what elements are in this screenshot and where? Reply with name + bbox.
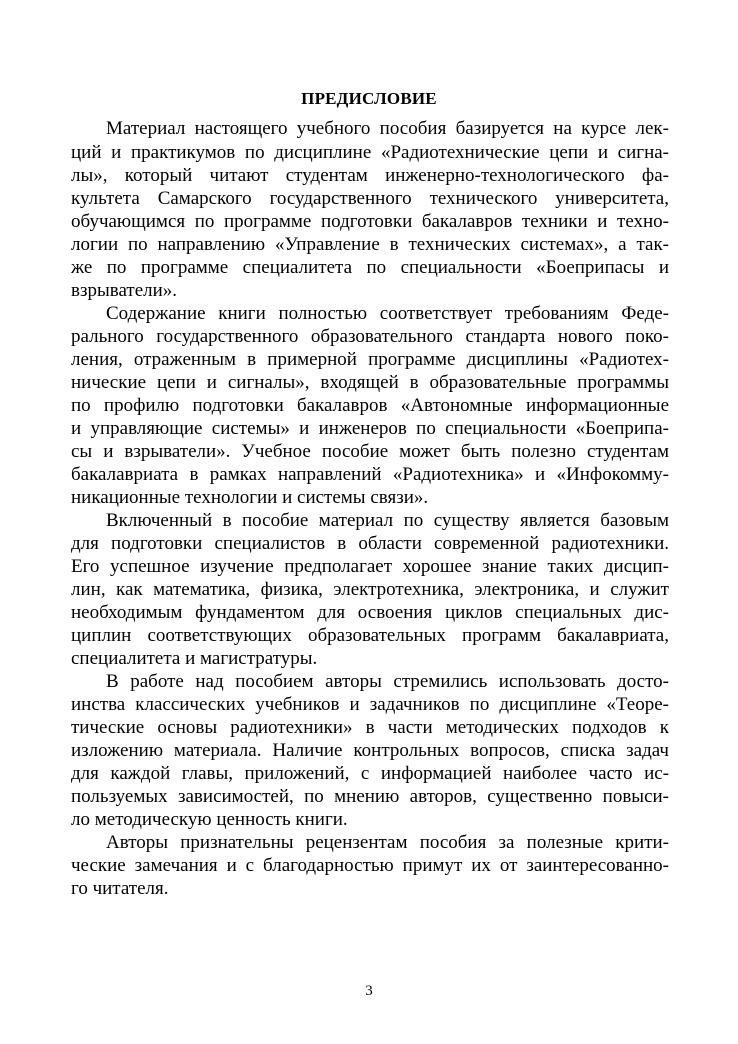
paragraph-line: по профилю подготовки бакалавров «Автономные информационные: [71, 395, 669, 416]
paragraph-line: ческие замечания и с благодарностью примут их от заинтересованно-: [71, 855, 669, 876]
paragraph-line: инства классических учебников и задачников по дисциплине «Теоре-: [71, 694, 669, 715]
paragraph-line: тические основы радиотехники» в части методических подходов к: [71, 717, 669, 738]
paragraph-line: никационные технологии и системы связи».: [71, 487, 429, 508]
paragraph-line: необходимым фундаментом для освоения циклов специальных дис-: [71, 602, 669, 623]
paragraph-line: сы и взрыватели». Учебное пособие может быть полезно студентам: [71, 441, 669, 462]
paragraph-line: для каждой главы, приложений, с информацией наиболее часто ис-: [71, 763, 669, 784]
paragraph-line: Его успешное изучение предполагает хорошее знание таких дисцип-: [71, 556, 669, 577]
paragraph-line: изложению материала. Наличие контрольных вопросов, списка задач: [71, 740, 669, 761]
paragraph-line: культета Самарского государственного технического университета,: [71, 188, 669, 209]
paragraph-line: Материал настоящего учебного пособия базируется на курсе лек-: [106, 118, 669, 139]
paragraph-line: В работе над пособием авторы стремились использовать досто-: [106, 671, 669, 692]
paragraph-line: Содержание книги полностью соответствует требованиям Феде-: [106, 303, 669, 324]
paragraph-line: логии по направлению «Управление в технических системах», а так-: [71, 234, 669, 255]
paragraph-line: специалитета и магистратуры.: [71, 648, 318, 669]
paragraph-line: циплин соответствующих образовательных программ бакалавриата,: [71, 625, 669, 646]
paragraph-line: пользуемых зависимостей, по мнению авторов, существенно повыси-: [71, 786, 669, 807]
paragraph-line: лы», который читают студентам инженерно-технологического фа-: [71, 165, 669, 186]
paragraph-line: Авторы признательны рецензентам пособия за полезные крити-: [106, 832, 669, 853]
paragraph-line: взрыватели».: [71, 280, 178, 301]
paragraph-line: рального государственного образовательного стандарта нового поко-: [71, 326, 669, 347]
paragraph-line: ления, отраженным в примерной программе дисциплины «Радиотех-: [71, 349, 669, 370]
paragraph-line: Включенный в пособие материал по существу является базовым: [106, 510, 669, 531]
paragraph-line: обучающимся по программе подготовки бакалавров техники и техно-: [71, 211, 669, 232]
paragraph-line: же по программе специалитета по специальности «Боеприпасы и: [71, 257, 669, 278]
paragraph-line: го читателя.: [71, 878, 169, 899]
page-title: ПРЕДИСЛОВИЕ: [301, 89, 437, 108]
paragraph-line: бакалавриата в рамках направлений «Радиотехника» и «Инфокомму-: [71, 464, 669, 485]
paragraph-line: нические цепи и сигналы», входящей в образовательные программы: [71, 372, 669, 393]
paragraph-line: ций и практикумов по дисциплине «Радиотехнические цепи и сигна-: [71, 142, 669, 163]
paragraph-line: и управляющие системы» и инженеров по специальности «Боеприпа-: [71, 418, 669, 439]
paragraph-line: лин, как математика, физика, электротехника, электроника, и служит: [71, 579, 669, 600]
paragraph-line: ло методическую ценность книги.: [71, 809, 348, 830]
page-number: 3: [365, 983, 373, 999]
paragraph-line: для подготовки специалистов в области современной радиотехники.: [71, 533, 669, 554]
